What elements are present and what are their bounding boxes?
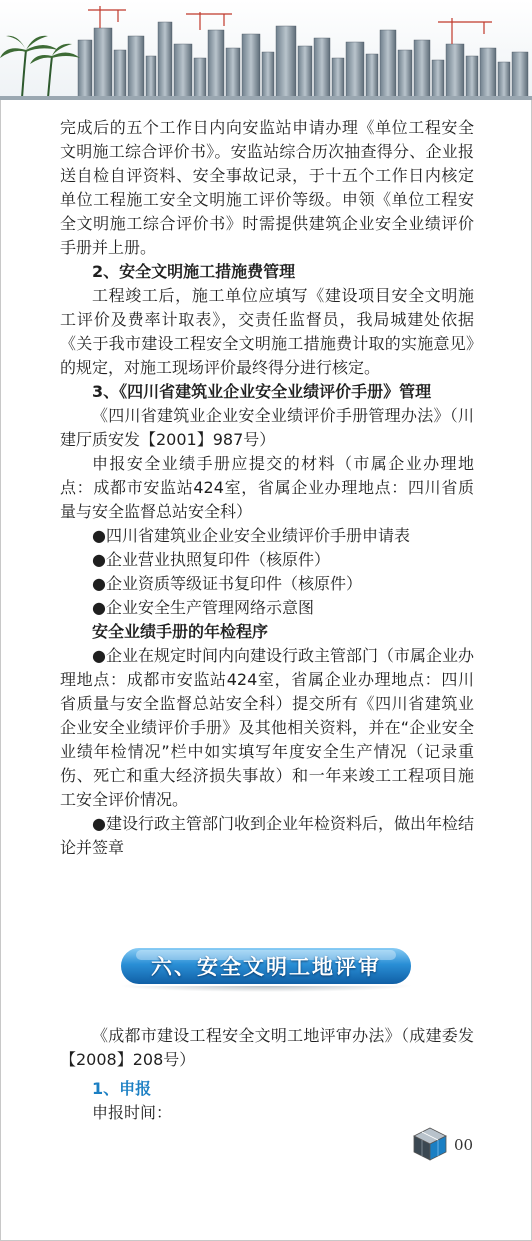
bullet-item: ●企业营业执照复印件（核原件） <box>92 550 330 569</box>
apply-text-block <box>60 1077 474 1125</box>
subheading-apply: 1、申报 <box>92 1079 152 1098</box>
bullet-item: ●四川省建筑业企业安全业绩评价手册申请表 <box>92 526 410 545</box>
bullet-item: ●企业安全生产管理网络示意图 <box>92 598 314 617</box>
section-text-block <box>60 1024 474 1072</box>
section-banner-title: 六、安全文明工地评审 <box>151 955 381 979</box>
heading-measure-fee: 2、安全文明施工措施费管理 <box>92 262 296 281</box>
paragraph-completion-fee: 工程竣工后，施工单位应填写《建设项目安全文明施工评价及费率计取表》，交责任监督员，我局城建处依据《关于我市建设工程安全文明施工措施费计取的实施意见》的规定，对施工现场评价最终得分进行核定。 <box>60 286 474 377</box>
paragraph-manual-regulation: 《四川省建筑业企业安全业绩评价手册管理办法》（川建厅质安发【2001】987号） <box>60 406 474 449</box>
paragraph-apply-time: 申报时间： <box>92 1103 173 1122</box>
paragraph-materials: 申报安全业绩手册应提交的材料（市属企业办理地点：成都市安监站424室，省属企业办理地点：四川省质量与安全监督总站安全科） <box>60 454 474 521</box>
body-text-block <box>60 116 474 860</box>
city-skyline-image <box>0 0 532 100</box>
paragraph-site-evaluation: 《成都市建设工程安全文明工地评审办法》（成建委发【2008】208号） <box>60 1026 474 1069</box>
bullet-item: ●企业资质等级证书复印件（核原件） <box>92 574 362 593</box>
heading-performance-manual: 3、《四川省建筑业企业安全业绩评价手册》管理 <box>92 382 432 401</box>
page-number: 00 <box>454 1136 474 1154</box>
paragraph-annual-conclusion: ●建设行政主管部门收到企业年检资料后，做出年检结论并签章 <box>60 814 474 857</box>
paragraph-evaluation-application: 完成后的五个工作日内向安监站申请办理《单位工程安全文明施工综合评价书》。安监站综合历次抽查得分、企业报送自检自评资料、安全事故记录，于十五个工作日内核定单位工程施工安全文明施工评价等级。申领《单位工程安全文明施工综合评价书》时需提供建筑企业安全业绩评价手册并上册。 <box>60 118 474 257</box>
paragraph-annual-submission: ●企业在规定时间内向建设行政主管部门（市属企业办理地点：成都市安监站424室，省属企业办理地点：四川省质量与安全监督总站安全科）提交所有《四川省建筑业企业安全业绩评价手册》及其他相关资料，并在“企业安全业绩年检情况”栏中如实填写年度安全生产情况（记录重伤、死亡和重大经济损失事故）和一年来竣工工程项目施工安全评价情况。 <box>60 646 474 809</box>
heading-annual-inspection: 安全业绩手册的年检程序 <box>92 622 269 641</box>
cube-logo-icon <box>410 1124 450 1164</box>
